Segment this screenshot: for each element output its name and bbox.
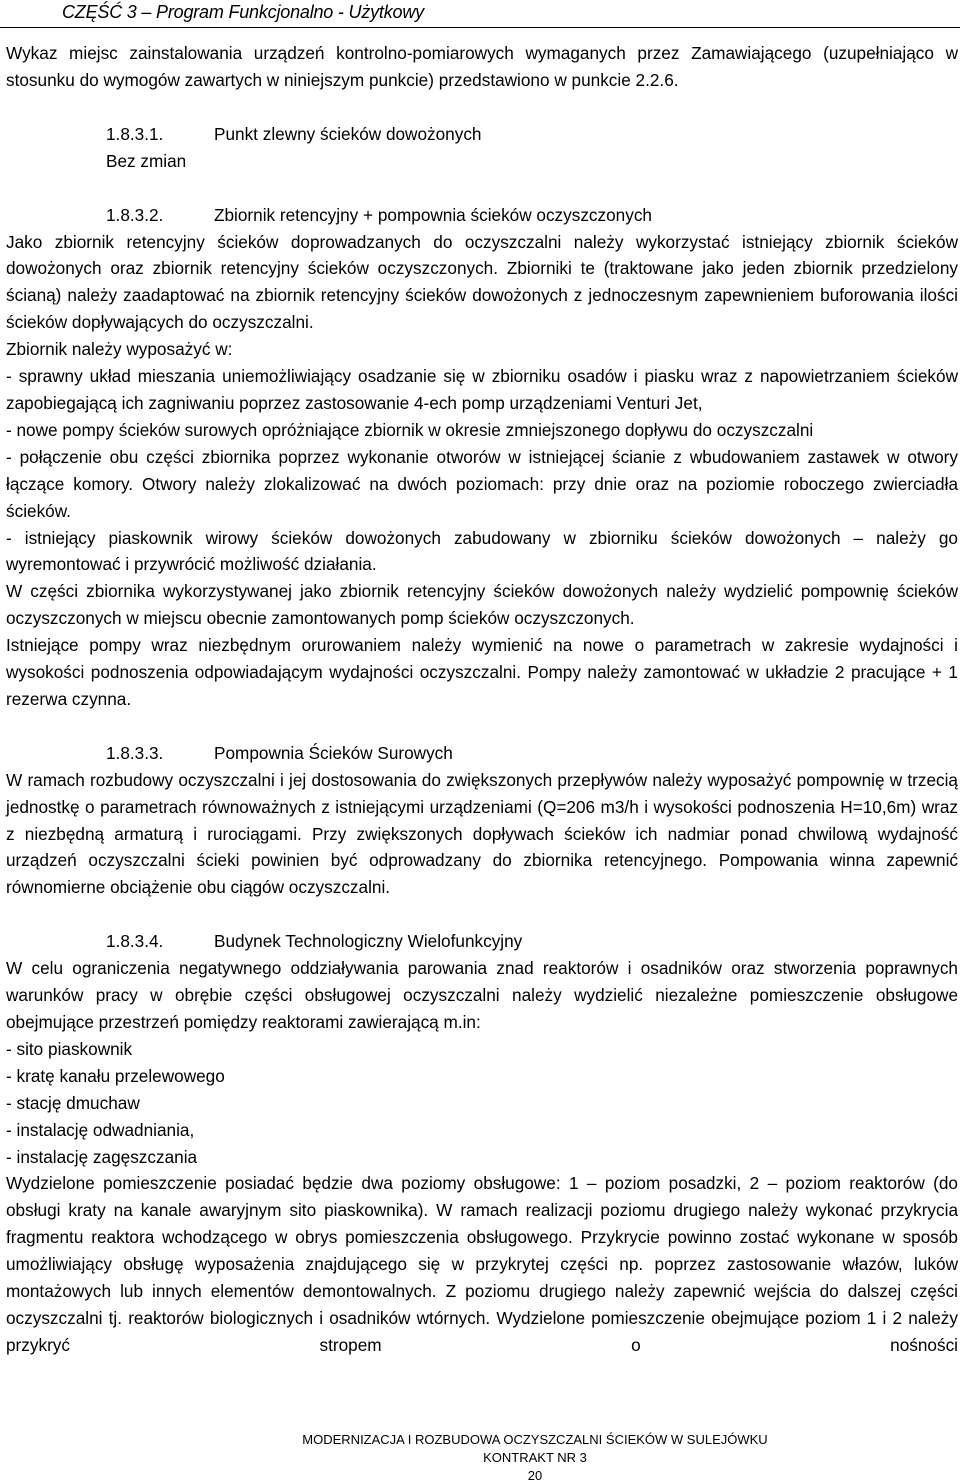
list-item: - instalację zagęszczania <box>6 1146 198 1167</box>
paragraph: W części zbiornika wykorzystywanej jako zbiornik retencyjny ścieków dowożonych należy wydzielić pompownię ścieków oczyszczonych w miejscu obecnie zamontowanych pomp ścieków oczyszczonych. <box>6 581 958 629</box>
paragraph: Istniejące pompy wraz niezbędnym orurowaniem należy wymienić na nowe o parametrach w zakresie wydajności i wysokości podnoszenia odpowiadającym wydajności oczyszczalni. Pompy należy zamontować w układzie 2 pracujące + 1 rezerwa czynna. <box>6 635 958 709</box>
equipment-list <box>6 1036 958 1171</box>
paragraph: - nowe pompy ścieków surowych opróżniające zbiornik w okresie zmniejszonego dopływu do oczyszczalni <box>6 419 814 440</box>
section-number: 1.8.3.3. <box>106 742 164 763</box>
section-title: Punkt zlewny ścieków dowożonych <box>214 123 482 144</box>
section-title: Zbiornik retencyjny + pompownia ścieków oczyszczonych <box>214 204 652 225</box>
document-body <box>6 40 958 1359</box>
section-heading-1-8-3-1 <box>6 121 958 148</box>
header-rule <box>0 27 960 28</box>
paragraph: - istniejący piaskownik wirowy ścieków dowożonych zabudowany w zbiorniku ścieków dowożonych – należy go wyremontować i przywrócić możliwość działania. <box>6 527 958 575</box>
footer-contract: KONTRAKT NR 3 <box>483 1450 587 1465</box>
section-number: 1.8.3.1. <box>106 123 164 144</box>
section-title: Budynek Technologiczny Wielofunkcyjny <box>214 931 523 952</box>
running-header: CZĘŚĆ 3 – Program Funkcjonalno - Użytkowy <box>62 2 424 22</box>
list-item: - kratę kanału przelewowego <box>6 1065 225 1086</box>
intro-paragraph: Wykaz miejsc zainstalowania urządzeń kontrolno-pomiarowych wymaganych przez Zamawiającego (uzupełniająco w stosunku do wymogów zawartych w niniejszym punkcie) przedstawiono w punkcie 2.2.6. <box>6 43 958 90</box>
no-change-text: Bez zmian <box>106 150 187 171</box>
list-item: - instalację odwadniania, <box>6 1119 195 1140</box>
section-number: 1.8.3.4. <box>106 931 164 952</box>
list-item: - stację dmuchaw <box>6 1092 140 1113</box>
footer-project-title: MODERNIZACJA I ROZBUDOWA OCZYSZCZALNI ŚCIEKÓW W SULEJÓWKU <box>302 1432 768 1447</box>
section-heading-1-8-3-2 <box>6 202 958 229</box>
section-title: Pompownia Ścieków Surowych <box>214 742 453 763</box>
page-number: 20 <box>527 1468 543 1483</box>
paragraph: Zbiornik należy wyposażyć w: <box>6 339 233 360</box>
paragraph: W ramach rozbudowy oczyszczalni i jej dostosowania do zwiększonych przepływów należy wyposażyć pompownię w trzecią jednostkę o parametrach równoważnych z istniejącymi urządzeniami (Q=206 m3/h i wysokości podnoszenia H=10,6m) wraz z niezbędną armaturą i rurociągami. Przy zwiększonych dopływach ścieków ich nadmiar ponad chwilową wydajność urządzeń oczyszczalni ścieki powinien być odprowadzany do zbiornika retencyjnego. Pompowania winna zapewnić równomierne obciążenie obu ciągów oczyszczalni. <box>6 769 958 898</box>
paragraph: - sprawny układ mieszania uniemożliwiający osadzanie się w zbiorniku osadów i piasku wraz z napowietrzaniem ścieków zapobiegającą ich zagniwaniu poprzez zastosowanie 4-ech pomp urządzeniami Venturi Jet, <box>6 366 958 413</box>
section-heading-1-8-3-3 <box>6 740 958 767</box>
paragraph: - połączenie obu części zbiornika poprzez wykonanie otworów w istniejącej ścianie z wbudowaniem zastawek w otwory łączące komory. Otwory należy zlokalizować na dwóch poziomach: przy dnie oraz na poziomie roboczego zwierciadła ścieków. <box>6 446 958 521</box>
paragraph: Jako zbiornik retencyjny ścieków doprowadzanych do oczyszczalni należy wykorzystać istniejący zbiornik ścieków dowożonych oraz zbiornik retencyjny ścieków oczyszczonych. Zbiorniki te (traktowane jako jeden zbiornik przedzielony ścianą) należy zaadaptować na zbiornik retencyjny ścieków dowożonych z jednoczesnym zapewnieniem buforowania ilości ścieków dopływających do oczyszczalni. <box>6 231 958 333</box>
section-number: 1.8.3.2. <box>106 204 164 225</box>
paragraph: Wydzielone pomieszczenie posiadać będzie dwa poziomy obsługowe: 1 – poziom posadzki, 2 – poziom reaktorów (do obsługi kraty na kanale awaryjnym sito piaskownika). W ramach realizacji poziomu drugiego należy wykonać przykrycia fragmentu reaktora wchodzącego w obrys pomieszczenia obsługowego. Przykrycie powinno zostać wykonane w sposób umożliwiający obsługę wyposażenia znajdującego się w przykrytej części np. poprzez zastosowanie włazów, luków montażowych lub innych elementów demontowalnych. Z poziomu drugiego należy zapewnić wejścia do dalszej części oczyszczalni tj. reaktorów biologicznych i osadników wtórnych. Wydzielone pomieszczenie obejmujące poziom 1 i 2 należy przykryć stropem o nośności <box>6 1173 958 1355</box>
list-item: - sito piaskownik <box>6 1038 133 1059</box>
paragraph: W celu ograniczenia negatywnego oddziaływania parowania znad reaktorów i osadników oraz stworzenia poprawnych warunków pracy w obrębie części obsługowej oczyszczalni należy wydzielić niezależne pomieszczenie obsługowe obejmujące przestrzeń pomiędzy reaktorami zawierającą m.in: <box>6 958 958 1032</box>
section-heading-1-8-3-4 <box>6 928 958 955</box>
section-body-no-change <box>6 148 958 175</box>
